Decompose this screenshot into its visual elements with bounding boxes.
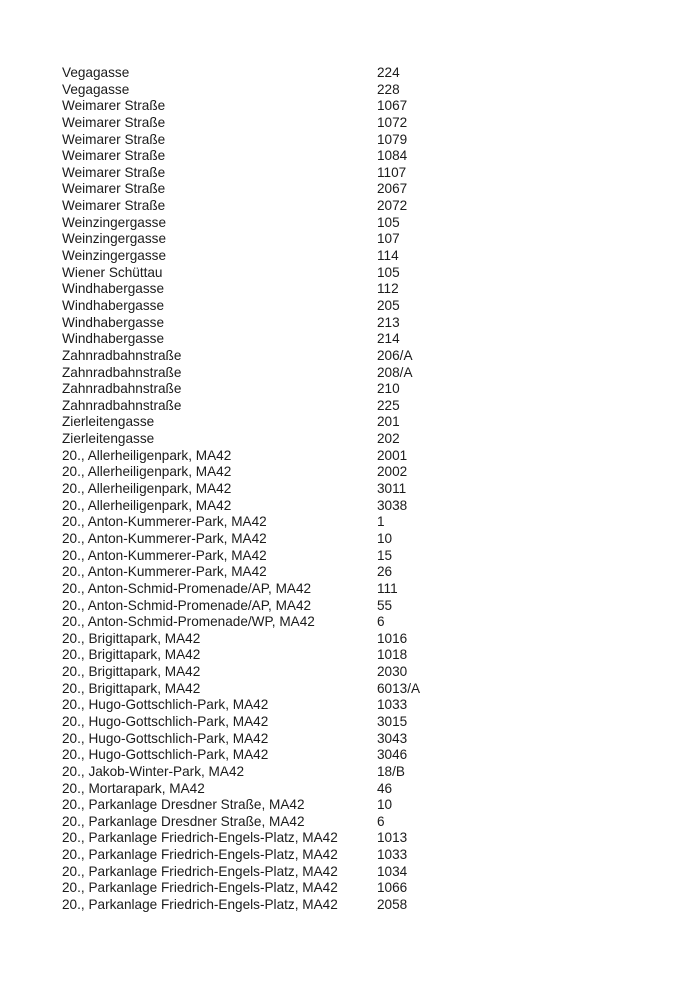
house-number: 10 — [377, 530, 393, 546]
street-name: Windhabergasse — [62, 297, 165, 313]
street-name: 20., Allerheiligenpark, MA42 — [62, 464, 232, 480]
street-name: 20., Hugo-Gottschlich-Park, MA42 — [62, 747, 269, 763]
street-name: 20., Brigittapark, MA42 — [62, 647, 201, 663]
house-number: 107 — [377, 231, 400, 247]
house-number: 2067 — [377, 181, 408, 197]
house-number: 225 — [377, 397, 400, 413]
street-name: Zahnradbahnstraße — [62, 364, 182, 380]
house-number: 111 — [377, 580, 398, 596]
list-row — [62, 531, 420, 548]
list-row — [62, 897, 420, 914]
list-row — [62, 847, 420, 864]
list-row — [62, 664, 420, 681]
street-name: Weimarer Straße — [62, 164, 166, 180]
list-row — [62, 65, 420, 82]
list-row — [62, 631, 420, 648]
street-name: 20., Anton-Schmid-Promenade/AP, MA42 — [62, 580, 312, 596]
street-name: Weimarer Straße — [62, 148, 166, 164]
house-number: 3046 — [377, 747, 408, 763]
house-number: 3011 — [377, 481, 407, 497]
house-number: 105 — [377, 264, 400, 280]
house-number: 224 — [377, 65, 400, 80]
list-row — [62, 431, 420, 448]
list-row — [62, 198, 420, 215]
street-name: 20., Mortarapark, MA42 — [62, 780, 205, 796]
street-name: 20., Allerheiligenpark, MA42 — [62, 447, 232, 463]
house-number: 2001 — [377, 447, 408, 463]
house-number: 1018 — [377, 647, 408, 663]
house-number: 1066 — [377, 880, 408, 896]
house-number: 1033 — [377, 697, 408, 713]
house-number: 6 — [377, 614, 385, 630]
street-name: 20., Brigittapark, MA42 — [62, 630, 201, 646]
house-number: 10 — [377, 797, 393, 813]
house-number: 1013 — [377, 830, 408, 846]
list-row — [62, 514, 420, 531]
street-name: 20., Anton-Schmid-Promenade/AP, MA42 — [62, 597, 312, 613]
street-name: Zahnradbahnstraße — [62, 397, 182, 413]
house-number: 2072 — [377, 198, 408, 214]
house-number: 1084 — [377, 148, 408, 164]
street-name: Weinzingergasse — [62, 248, 167, 264]
house-number: 3015 — [377, 713, 408, 729]
house-number: 206/A — [377, 347, 413, 363]
street-name: 20., Parkanlage Friedrich-Engels-Platz, MA42 — [62, 847, 338, 863]
house-number: 201 — [377, 414, 400, 430]
house-number: 1033 — [377, 847, 408, 863]
house-number: 1107 — [377, 164, 407, 180]
house-number: 1067 — [377, 98, 408, 114]
house-number: 105 — [377, 214, 400, 230]
house-number: 1079 — [377, 131, 408, 147]
list-row — [62, 864, 420, 881]
street-name: Zierleitengasse — [62, 431, 155, 447]
house-number: 2002 — [377, 464, 408, 480]
list-row — [62, 148, 420, 165]
street-name: 20., Parkanlage Friedrich-Engels-Platz, MA42 — [62, 830, 338, 846]
street-name: Windhabergasse — [62, 281, 165, 297]
list-row — [62, 82, 420, 99]
house-number: 202 — [377, 431, 400, 447]
list-row — [62, 165, 420, 182]
street-name: Weimarer Straße — [62, 198, 166, 214]
list-row — [62, 448, 420, 465]
street-name: 20., Parkanlage Friedrich-Engels-Platz, MA42 — [62, 897, 338, 913]
house-number: 3043 — [377, 730, 408, 746]
street-name: 20., Parkanlage Friedrich-Engels-Platz, MA42 — [62, 863, 338, 879]
house-number: 3038 — [377, 497, 408, 513]
house-number: 18/B — [377, 763, 405, 779]
list-row — [62, 331, 420, 348]
street-name: Vegagasse — [62, 65, 130, 80]
street-name: 20., Allerheiligenpark, MA42 — [62, 481, 232, 497]
house-number: 2030 — [377, 664, 408, 680]
house-number: 26 — [377, 564, 393, 580]
list-row — [62, 181, 420, 198]
house-number: 1016 — [377, 630, 408, 646]
house-number: 210 — [377, 381, 400, 397]
list-row — [62, 464, 420, 481]
list-row — [62, 132, 420, 149]
list-row — [62, 414, 420, 431]
house-number: 2058 — [377, 897, 408, 913]
list-row — [62, 814, 420, 831]
list-row — [62, 764, 420, 781]
list-row — [62, 281, 420, 298]
list-row — [62, 381, 420, 398]
house-number: 6013/A — [377, 680, 421, 696]
list-row — [62, 98, 420, 115]
list-row — [62, 548, 420, 565]
street-name: Weinzingergasse — [62, 214, 167, 230]
street-name: 20., Hugo-Gottschlich-Park, MA42 — [62, 730, 269, 746]
street-name: 20., Anton-Schmid-Promenade/WP, MA42 — [62, 614, 315, 630]
list-row — [62, 747, 420, 764]
list-row — [62, 564, 420, 581]
street-name: Vegagasse — [62, 81, 130, 97]
street-name: Weimarer Straße — [62, 181, 166, 197]
street-name: Zierleitengasse — [62, 414, 155, 430]
street-number-list — [62, 65, 420, 914]
list-row — [62, 231, 420, 248]
list-row — [62, 498, 420, 515]
house-number: 1072 — [377, 114, 408, 130]
list-row — [62, 697, 420, 714]
list-row — [62, 115, 420, 132]
list-row — [62, 398, 420, 415]
street-name: 20., Anton-Kummerer-Park, MA42 — [62, 564, 267, 580]
list-row — [62, 298, 420, 315]
house-number: 15 — [377, 547, 393, 563]
street-name: 20., Brigittapark, MA42 — [62, 664, 201, 680]
house-number: 205 — [377, 297, 400, 313]
house-number: 213 — [377, 314, 400, 330]
street-name: 20., Parkanlage Dresdner Straße, MA42 — [62, 813, 305, 829]
street-name: 20., Hugo-Gottschlich-Park, MA42 — [62, 713, 269, 729]
list-row — [62, 880, 420, 897]
list-row — [62, 248, 420, 265]
house-number: 208/A — [377, 364, 413, 380]
list-row — [62, 315, 420, 332]
street-name: 20., Parkanlage Friedrich-Engels-Platz, MA42 — [62, 880, 338, 896]
list-row — [62, 598, 420, 615]
house-number: 214 — [377, 331, 400, 347]
house-number: 228 — [377, 81, 400, 97]
house-number: 6 — [377, 813, 385, 829]
house-number: 46 — [377, 780, 393, 796]
house-number: 1 — [377, 514, 385, 530]
street-name: Windhabergasse — [62, 331, 165, 347]
street-name: Wiener Schüttau — [62, 264, 163, 280]
list-row — [62, 781, 420, 798]
list-row — [62, 614, 420, 631]
list-row — [62, 348, 420, 365]
street-name: 20., Anton-Kummerer-Park, MA42 — [62, 514, 267, 530]
house-number: 114 — [377, 248, 399, 264]
street-name: Weimarer Straße — [62, 131, 166, 147]
list-row — [62, 365, 420, 382]
street-name: 20., Jakob-Winter-Park, MA42 — [62, 763, 245, 779]
street-name: 20., Anton-Kummerer-Park, MA42 — [62, 530, 267, 546]
street-name: Weinzingergasse — [62, 231, 167, 247]
list-row — [62, 647, 420, 664]
list-row — [62, 265, 420, 282]
street-name: Windhabergasse — [62, 314, 165, 330]
list-row — [62, 797, 420, 814]
street-name: 20., Brigittapark, MA42 — [62, 680, 201, 696]
list-row — [62, 731, 420, 748]
house-number: 112 — [377, 281, 399, 297]
street-name: 20., Parkanlage Dresdner Straße, MA42 — [62, 797, 305, 813]
list-row — [62, 481, 420, 498]
street-name: 20., Hugo-Gottschlich-Park, MA42 — [62, 697, 269, 713]
house-number: 55 — [377, 597, 393, 613]
street-name: Zahnradbahnstraße — [62, 381, 182, 397]
street-name: 20., Allerheiligenpark, MA42 — [62, 497, 232, 513]
street-name: Weimarer Straße — [62, 98, 166, 114]
list-row — [62, 714, 420, 731]
list-row — [62, 215, 420, 232]
list-row — [62, 581, 420, 598]
house-number: 1034 — [377, 863, 408, 879]
list-row — [62, 830, 420, 847]
list-row — [62, 681, 420, 698]
street-name: Weimarer Straße — [62, 114, 166, 130]
street-name: 20., Anton-Kummerer-Park, MA42 — [62, 547, 267, 563]
street-name: Zahnradbahnstraße — [62, 347, 182, 363]
